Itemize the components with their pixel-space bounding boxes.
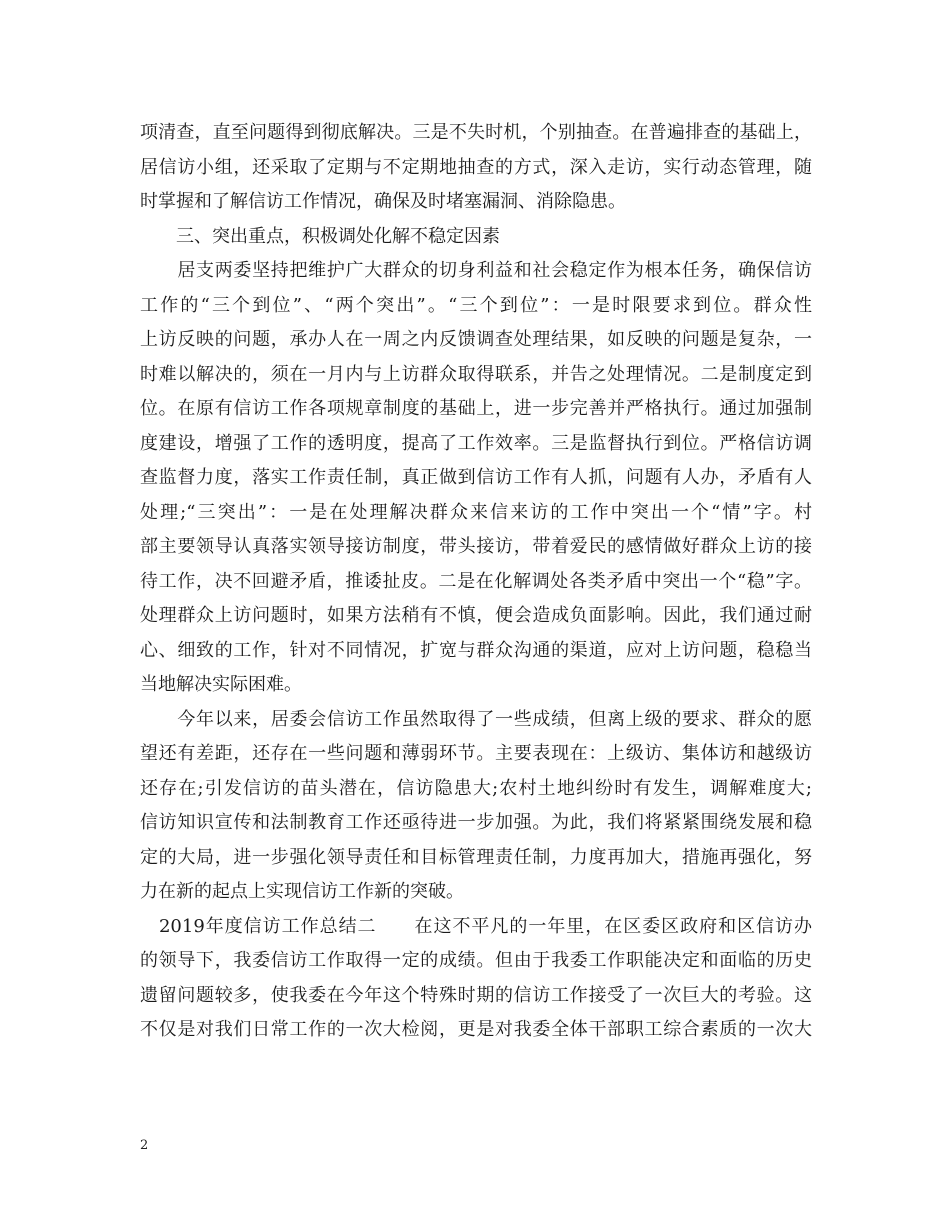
text-line: 工作的“三个到位”、“两个突出”。“三个到位”：一是时限要求到位。群众性: [140, 294, 812, 316]
text-line: 心、细致的工作，针对不同情况，扩宽与群众沟通的渠道，应对上访问题，稳稳当: [140, 639, 812, 661]
text-line: 处理群众上访问题时，如果方法稍有不慎，便会造成负面影响。因此，我们通过耐: [140, 605, 812, 626]
text-line: 度建设，增强了工作的透明度，提高了工作效率。三是监督执行到位。严格信访调: [140, 432, 812, 454]
section-title-line: 2019年度信访工作总结二 在这不平凡的一年里，在区委区政府和区信访办: [140, 915, 812, 937]
text-line: 当地解决实际困难。: [140, 674, 302, 695]
text-line: 查监督力度，落实工作责任制，真正做到信访工作有人抓，问题有人办，矛盾有人: [140, 467, 812, 488]
text-line: 居信访小组，还采取了定期与不定期地抽查的方式，深入走访，实行动态管理，随: [140, 156, 812, 178]
text-line: 力在新的起点上实现信访工作新的突破。: [140, 881, 464, 902]
text-line: 时难以解决的，须在一月内与上访群众取得联系，并告之处理情况。二是制度定到: [140, 363, 812, 385]
text-line: 望还有差距，还存在一些问题和薄弱环节。主要表现在：上级访、集体访和越级访: [140, 743, 812, 764]
text-line: 上访反映的问题，承办人在一周之内反馈调查处理结果，如反映的问题是复杂，一: [140, 329, 812, 350]
document-body: [140, 116, 812, 1048]
text-line: 位。在原有信访工作各项规章制度的基础上，进一步完善并严格执行。通过加强制: [140, 398, 812, 419]
text-line: 待工作，决不回避矛盾，推诿扯皮。二是在化解调处各类矛盾中突出一个“稳”字。: [140, 570, 812, 592]
text-line: 信访知识宣传和法制教育工作还亟待进一步加强。为此，我们将紧紧围绕发展和稳: [140, 812, 812, 833]
text-line: 还存在;引发信访的苗头潜在，信访隐患大;农村土地纠纷时有发生，调解难度大;: [140, 777, 812, 799]
page-number: 2: [140, 1138, 149, 1153]
text-line: 项清查，直至问题得到彻底解决。三是不失时机，个别抽查。在普遍排查的基础上，: [140, 122, 812, 143]
text-line: 处理;“三突出”：一是在处理解决群众来信来访的工作中突出一个“情”字。村: [140, 501, 812, 523]
text-line: 定的大局，进一步强化领导责任和目标管理责任制，力度再加大，措施再强化，努: [140, 846, 812, 868]
text-line: 部主要领导认真落实领导接访制度，带头接访，带着爱民的感情做好群众上访的接: [140, 536, 812, 557]
text-line: 时掌握和了解信访工作情况，确保及时堵塞漏洞、消除隐患。: [140, 191, 626, 212]
text-line: 居支两委坚持把维护广大群众的切身利益和社会稳定作为根本任务，确保信访: [140, 260, 812, 281]
text-line: 不仅是对我们日常工作的一次大检阅，更是对我委全体干部职工综合素质的一次大: [140, 1019, 812, 1040]
text-line: 遗留问题较多，使我委在今年这个特殊时期的信访工作接受了一次巨大的考验。这: [140, 984, 812, 1006]
text-line: 今年以来，居委会信访工作虽然取得了一些成绩，但离上级的要求、群众的愿: [140, 708, 812, 730]
section-heading: 三、突出重点，积极调处化解不稳定因素: [140, 225, 500, 247]
text-line: 的领导下，我委信访工作取得一定的成绩。但由于我委工作职能决定和面临的历史: [140, 950, 812, 971]
